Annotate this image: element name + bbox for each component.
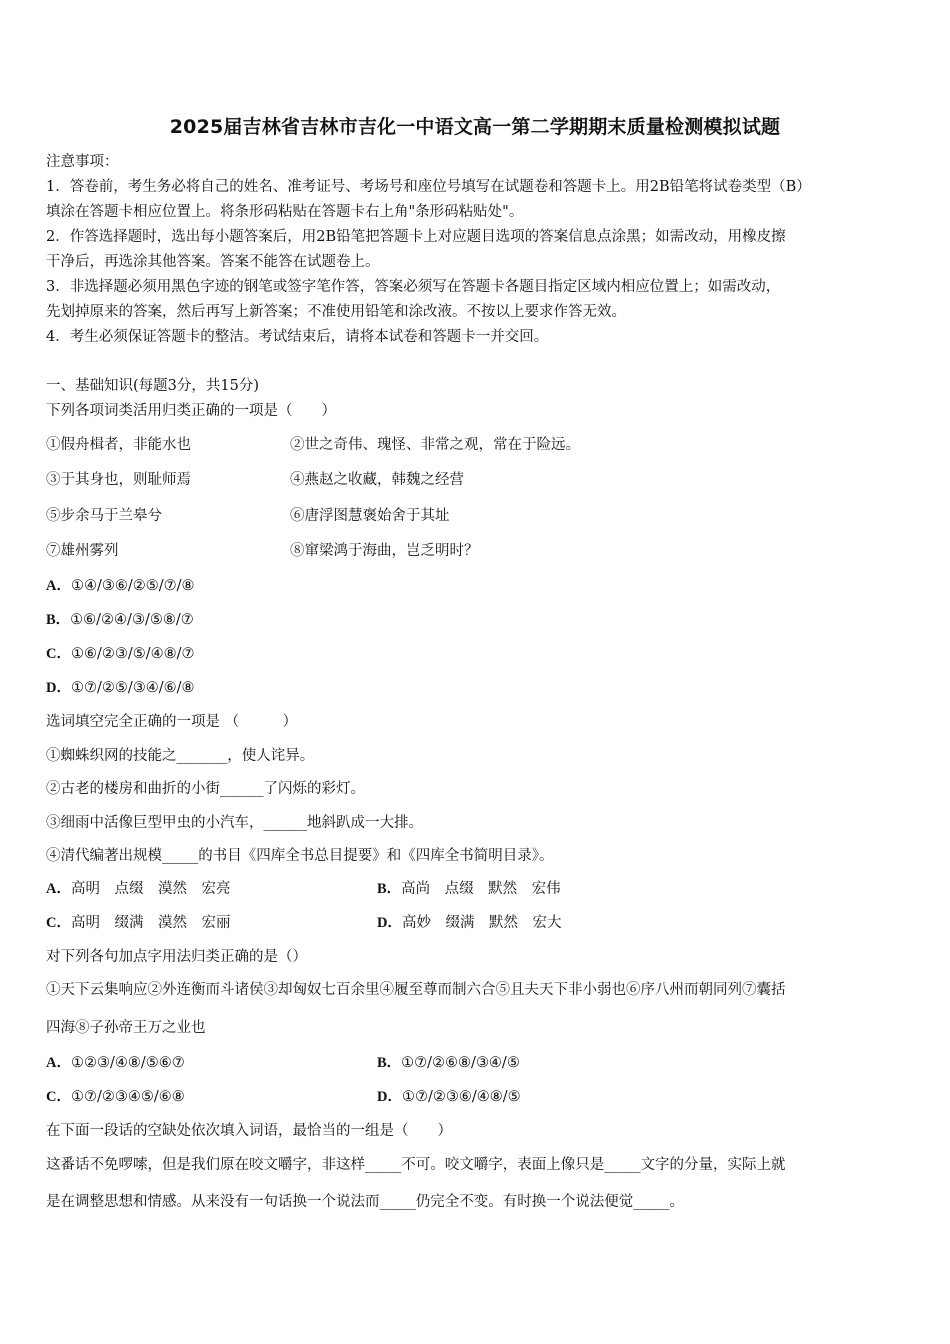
q1-option-c: C．①⑥/②③/⑤/④⑧/⑦ [46,646,195,662]
notice-line: 先划掉原来的答案，然后再写上新答案；不准使用铅笔和涂改液。不按以上要求作答无效。 [46,304,626,320]
q2-option-d: D．高妙 缀满 默然 宏大 [377,915,562,931]
section-heading: 一、基础知识(每题3分，共15分) [46,378,259,394]
q3-option-c: C．①⑦/②③④⑤/⑥⑧ [46,1089,185,1105]
q3-option-a: A．①②③/④⑧/⑤⑥⑦ [46,1055,185,1071]
notice-line: 干净后，再选涂其他答案。答案不能答在试题卷上。 [46,254,380,270]
q1-item: ⑦雄州雾列 [46,543,119,559]
q3-option-b: B．①⑦/②⑥⑧/③④/⑤ [377,1055,520,1071]
question-stem: 选词填空完全正确的一项是 （ ） [46,714,298,730]
notice-line: 2．作答选择题时，选出每小题答案后，用2B铅笔把答题卡上对应题目选项的答案信息点涂黑；如需改动，用橡皮擦 [46,229,786,245]
q1-item: ②世之奇伟、瑰怪、非常之观，常在于险远。 [290,437,580,453]
question-stem: 在下面一段话的空缺处依次填入词语，最恰当的一组是（ ） [46,1123,452,1139]
question-stem: 对下列各句加点字用法归类正确的是（） [46,949,307,965]
q2-option-c: C．高明 缀满 漠然 宏丽 [46,915,231,931]
q2-item: ①蜘蛛织网的技能之_______，使人诧异。 [46,748,315,764]
notice-heading: 注意事项： [46,154,119,170]
q1-item: ⑥唐浮图慧褒始舍于其址 [290,508,450,524]
q2-item: ③细雨中活像巨型甲虫的小汽车，______地斜趴成一大排。 [46,815,423,831]
q1-item: ⑧窜梁鸿于海曲，岂乏明时？ [290,543,479,559]
q2-item: ②古老的楼房和曲折的小街______了闪烁的彩灯。 [46,781,365,797]
q1-option-b: B．①⑥/②④/③/⑤⑧/⑦ [46,612,194,628]
q1-item: ④燕赵之收藏，韩魏之经营 [290,472,464,488]
notice-line: 填涂在答题卡相应位置上。将条形码粘贴在答题卡右上角"条形码粘贴处"。 [46,204,524,220]
q1-item: ①假舟楫者，非能水也 [46,437,191,453]
q3-sentence-line: 四海⑧子孙帝王万之业也 [46,1020,206,1036]
q3-sentence-line: ①天下云集响应②外连衡而斗诸侯③却匈奴七百余里④履至尊而制六合⑤且夫天下非小弱也⑥序八州而朝同列⑦囊括 [46,982,786,998]
notice-line: 4．考生必须保证答题卡的整洁。考试结束后，请将本试卷和答题卡一并交回。 [46,329,549,345]
notice-line: 1．答卷前，考生务必将自己的姓名、准考证号、考场号和座位号填写在试题卷和答题卡上。用2B铅笔将试卷类型（B） [46,179,811,195]
notice-line: 3．非选择题必须用黑色字迹的钢笔或签字笔作答，答案必须写在答题卡各题目指定区域内相应位置上；如需改动， [46,279,781,295]
q1-option-d: D．①⑦/②⑤/③④/⑥/⑧ [46,680,195,696]
page-title: 2025届吉林省吉林市吉化一中语文高一第二学期期末质量检测模拟试题 [169,116,781,138]
q2-option-b: B．高尚 点缀 默然 宏伟 [377,881,561,897]
question-stem: 下列各项词类活用归类正确的一项是（ ） [46,403,336,419]
q1-option-a: A．①④/③⑥/②⑤/⑦/⑧ [46,578,195,594]
q2-option-a: A．高明 点缀 漠然 宏亮 [46,881,231,897]
q4-passage-line: 这番话不免啰嗦，但是我们原在咬文嚼字，非这样_____不可。咬文嚼字，表面上像只是_____文字的分量，实际上就 [46,1157,786,1173]
q1-item: ⑤步余马于兰皋兮 [46,508,162,524]
q2-item: ④清代编著出规模_____的书目《四库全书总目提要》和《四库全书简明目录》。 [46,848,554,864]
q3-option-d: D．①⑦/②③⑥/④⑧/⑤ [377,1089,521,1105]
q4-passage-line: 是在调整思想和情感。从来没有一句话换一个说法而_____仍完全不变。有时换一个说法便觉_____。 [46,1194,684,1210]
q1-item: ③于其身也，则耻师焉 [46,472,191,488]
